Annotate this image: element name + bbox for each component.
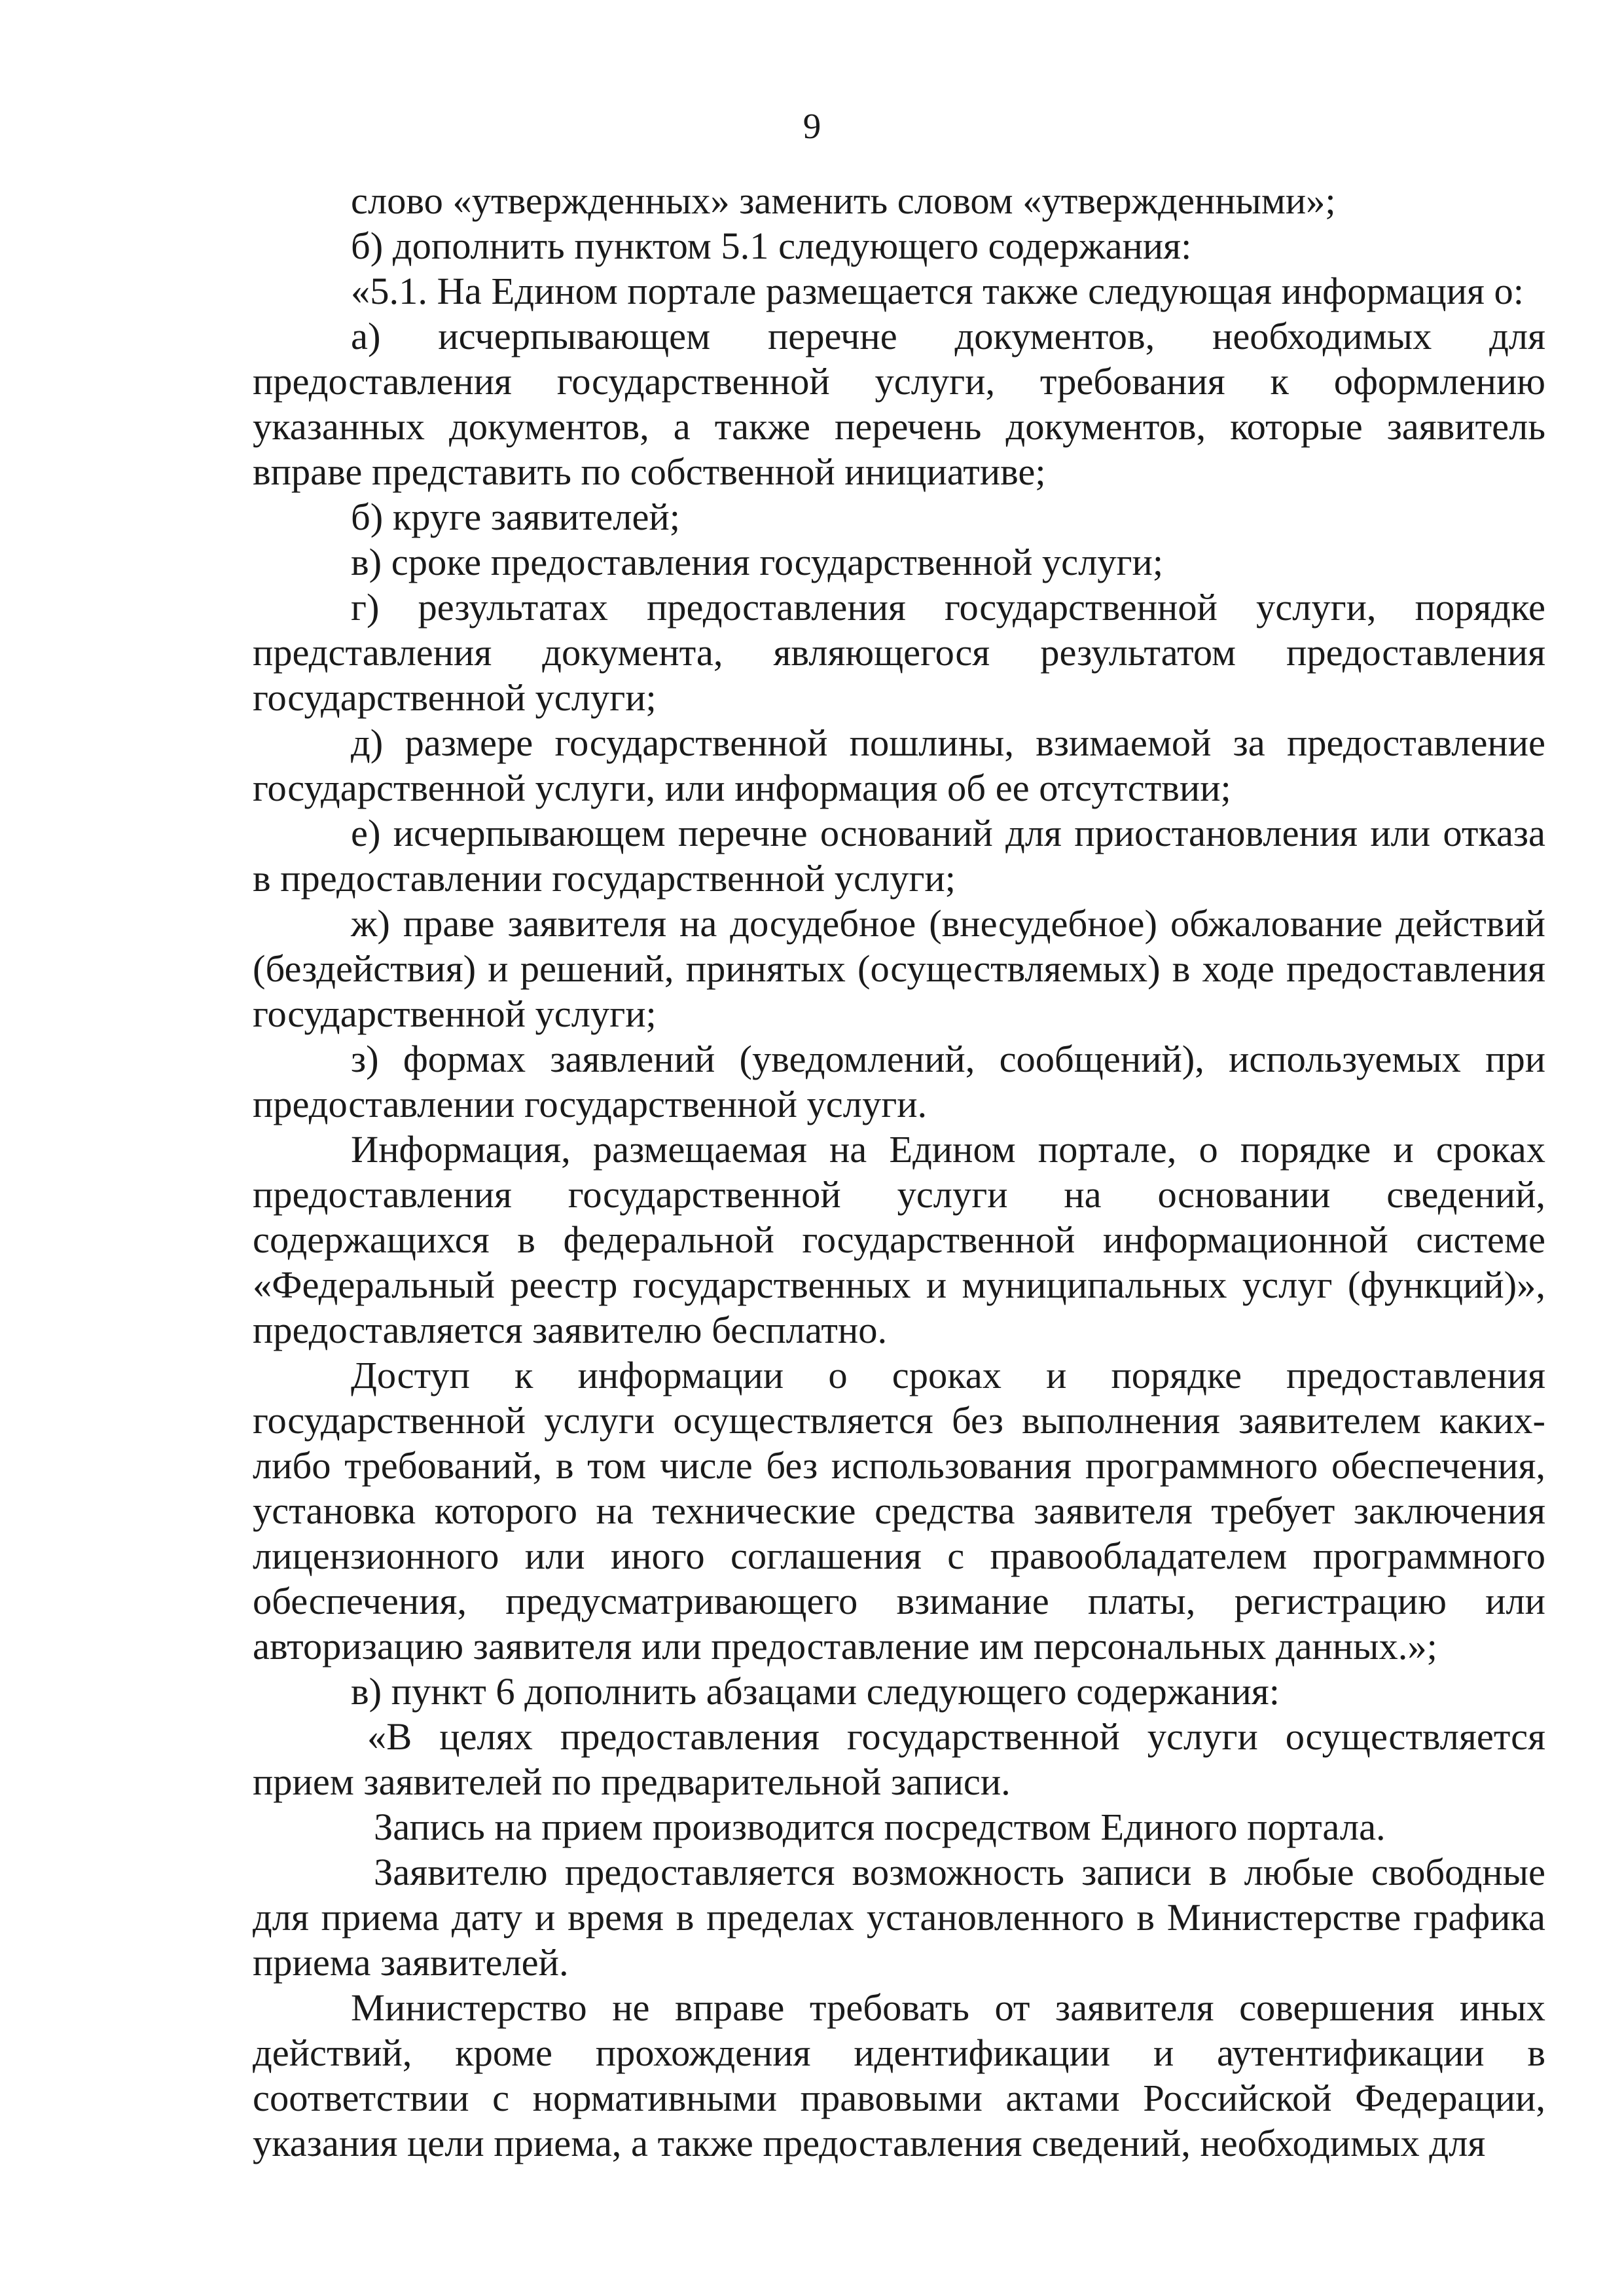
list-item-a: а) исчерпывающем перечне документов, необходимых для предоставления государственной услуги, требования к оформлению указанных документов, а также перечень документов, которые заявитель вправе представить по собственной инициативе;: [253, 315, 1545, 493]
paragraph-item-v: в) пункт 6 дополнить абзацами следующего содержания:: [351, 1670, 1280, 1713]
list-item-z: з) формах заявлений (уведомлений, сообщений), используемых при предоставлении государственной услуги.: [253, 1038, 1545, 1125]
list-item-g: г) результатах предоставления государственной услуги, порядке представления документа, являющегося результатом предоставления государственной услуги;: [253, 586, 1545, 719]
list-item-e: е) исчерпывающем перечне оснований для приостановления или отказа в предоставлении государственной услуги;: [253, 812, 1545, 900]
paragraph-preregistration: «В целях предоставления государственной услуги осуществляется прием заявителей по предварительной записи.: [253, 1715, 1545, 1803]
list-item-b: б) круге заявителей;: [351, 496, 680, 538]
paragraph-info-free: Информация, размещаемая на Едином портале, о порядке и сроках предоставления государственной услуги на основании сведений, содержащихся в федеральной государственной информационной системе «Федеральный реестр государственных и муниципальных услуг (функций)», предоставляется заявителю бесплатно.: [253, 1128, 1545, 1351]
document-body: [253, 178, 1545, 2166]
page-number: 9: [803, 106, 821, 146]
paragraph-intro-line: слово «утвержденных» заменить словом «утвержденными»;: [351, 179, 1336, 222]
paragraph-access: Доступ к информации о сроках и порядке предоставления государственной услуги осуществляется без выполнения заявителем каких-либо требований, в том числе без использования программного обеспечения, установка которого на технические средства заявителя требует заключения лицензионного или иного соглашения с правообладателем программного обеспечения, предусматривающего взимание платы, регистрацию или авторизацию заявителя или предоставление им персональных данных.»;: [253, 1354, 1545, 1667]
list-item-v: в) сроке предоставления государственной услуги;: [351, 541, 1164, 583]
list-item-zh: ж) праве заявителя на досудебное (внесудебное) обжалование действий (бездействия) и решений, принятых (осуществляемых) в ходе предоставления государственной услуги;: [253, 902, 1545, 1035]
list-item-d: д) размере государственной пошлины, взимаемой за предоставление государственной услуги, или информация об ее отсутствии;: [253, 721, 1545, 809]
paragraph-5-1: «5.1. На Едином портале размещается также следующая информация о:: [351, 270, 1525, 312]
paragraph-item-b: б) дополнить пунктом 5.1 следующего содержания:: [351, 225, 1192, 267]
paragraph-appointment-slots: Заявителю предоставляется возможность записи в любые свободные для приема дату и время в пределах установленного в Министерстве графика приема заявителей.: [253, 1851, 1545, 1984]
paragraph-ministry-requirements: Министерство не вправе требовать от заявителя совершения иных действий, кроме прохождения идентификации и аутентификации в соответствии с нормативными правовыми актами Российской Федерации, указания цели приема, а также предоставления сведений, необходимых для: [253, 1986, 1545, 2164]
paragraph-appointment-portal: Запись на прием производится посредством Единого портала.: [374, 1806, 1386, 1848]
